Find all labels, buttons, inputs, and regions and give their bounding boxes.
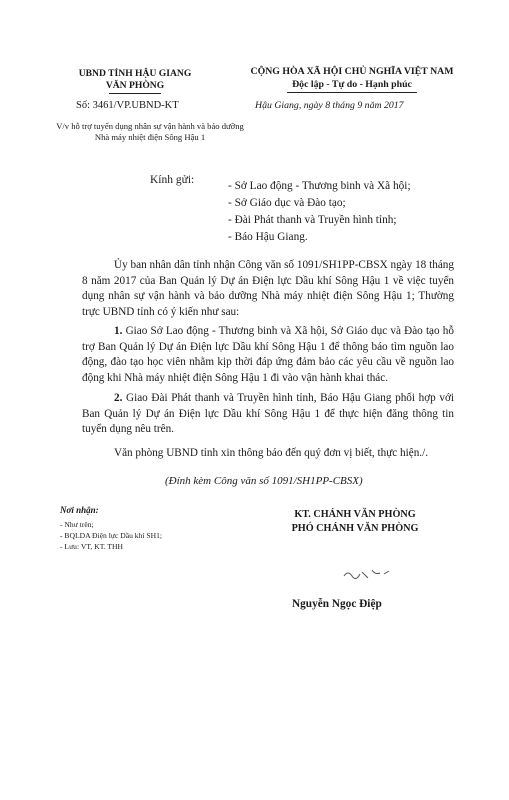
greeting-label: Kính gửi: (150, 174, 195, 186)
closing-paragraph: Văn phòng UBND tỉnh xin thông báo đến quý đơn vị biết, thực hiện./. (114, 447, 429, 459)
item-2-text: Giao Đài Phát thanh và Truyền hình tỉnh, Báo Hậu Giang phối hợp với Ban Quản lý Dự án Điện lực Dầu khí Sông Hậu 1 để thực hiện đăng thông tin tuyển dụng nêu trên. (82, 392, 454, 435)
recipients-label: Nơi nhận: (60, 505, 99, 515)
signer-name: Nguyễn Ngọc Điệp (292, 598, 382, 610)
item-1-paragraph (82, 324, 454, 386)
document-subject: V/v hỗ trợ tuyển dụng nhân sự vận hành và bảo dưỡng Nhà máy nhiệt điện Sông Hậu 1 (56, 121, 244, 142)
nation-motto: Độc lập - Tự do - Hạnh phúc (292, 78, 412, 90)
recipient-item: - Sở Lao động - Thương binh và Xã hội; (228, 180, 411, 192)
motto-underline (287, 92, 417, 93)
document-number: Số: 3461/VP.UBND-KT (76, 100, 179, 111)
issuing-agency-block (55, 68, 215, 94)
nation-title: CỘNG HÒA XÃ HỘI CHỦ NGHĨA VIỆT NAM (250, 66, 454, 77)
document-date: Hậu Giang, ngày 8 tháng 9 năm 2017 (255, 100, 404, 111)
signature-title-1: KT. CHÁNH VĂN PHÒNG (294, 509, 416, 520)
item-2-number: 2. (114, 392, 123, 404)
item-1-number: 1. (114, 325, 123, 337)
recipient-item: - Sở Giáo dục và Đào tạo; (228, 197, 346, 209)
handwritten-signature (340, 562, 400, 591)
national-header-block (232, 66, 472, 93)
intro-paragraph: Ủy ban nhân dân tỉnh nhận Công văn số 1091/SH1PP-CBSX ngày 18 tháng 8 năm 2017 của Ban Quản lý Dự án Điện lực Dầu khí Sông Hậu 1 về việc tuyển dụng nhân sự vận hành và bảo dưỡng Nhà máy nhiệt điện Sông Hậu 1; Thường trực UBND tỉnh có ý kiến như sau: (82, 259, 454, 318)
signature-title-2: PHÓ CHÁNH VĂN PHÒNG (291, 523, 419, 534)
agency-unit: VĂN PHÒNG (105, 80, 165, 91)
distribution-item: - Như trên; (60, 520, 94, 529)
attachment-note: (Đính kèm Công văn số 1091/SH1PP-CBSX) (165, 475, 363, 487)
distribution-item: - Lưu: VT, KT. THH (60, 542, 124, 551)
item-2-paragraph (82, 391, 454, 438)
recipient-item: - Báo Hậu Giang. (228, 231, 308, 243)
item-1-text: Giao Sở Lao động - Thương binh và Xã hội, Sở Giáo dục và Đào tạo hỗ trợ Ban Quản lý Dự án Điện lực Dầu khí Sông Hậu 1 để thông báo tìm nguồn lao động, đào tạo học viên nhằm kịp thời đáp ứng đảm bảo các yêu cầu về nguồn lao động khi Nhà máy nhiệt điện Sông Hậu 1 đi vào vận hành khai thác. (82, 325, 454, 384)
signature-scribble-icon (340, 562, 400, 586)
agency-parent: UBND TỈNH HẬU GIANG (78, 68, 192, 79)
signature-title-block (255, 508, 455, 536)
recipient-item: - Đài Phát thanh và Truyền hình tỉnh; (228, 214, 397, 226)
agency-underline (109, 93, 161, 94)
distribution-item: - BQLDA Điện lực Dầu khí SH1; (60, 531, 162, 540)
